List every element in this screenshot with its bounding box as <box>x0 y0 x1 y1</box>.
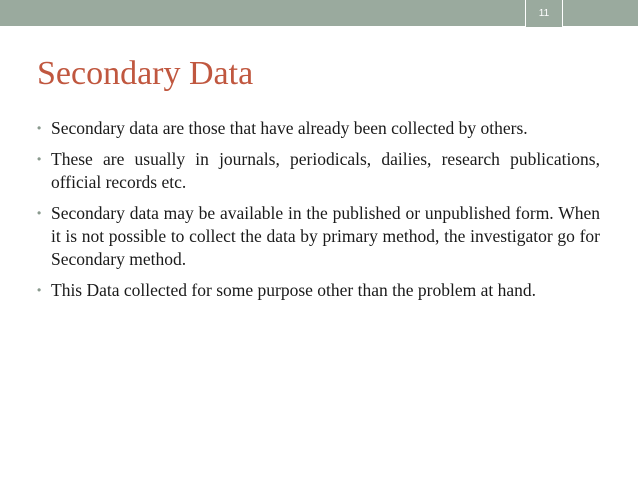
bullet-item <box>37 148 600 194</box>
bullet-text: Secondary data are those that have already been collected by others. <box>51 118 528 138</box>
bullet-text: This Data collected for some purpose other than the problem at hand. <box>51 280 536 300</box>
bullet-marker: • <box>37 121 42 135</box>
bullet-marker: • <box>37 152 42 166</box>
slide-title: Secondary Data <box>37 55 254 92</box>
bullet-list <box>37 117 600 310</box>
bullet-item <box>37 279 600 302</box>
bullet-item <box>37 117 600 140</box>
bullet-marker: • <box>37 206 42 220</box>
slide-number: 11 <box>525 0 563 28</box>
bullet-item <box>37 202 600 271</box>
bullet-text: These are usually in journals, periodicals, dailies, research publications, official records etc. <box>51 149 600 192</box>
bullet-marker: • <box>37 283 42 297</box>
bullet-text: Secondary data may be available in the published or unpublished form. When it is not possible to collect the data by primary method, the investigator go for Secondary method. <box>51 203 600 269</box>
